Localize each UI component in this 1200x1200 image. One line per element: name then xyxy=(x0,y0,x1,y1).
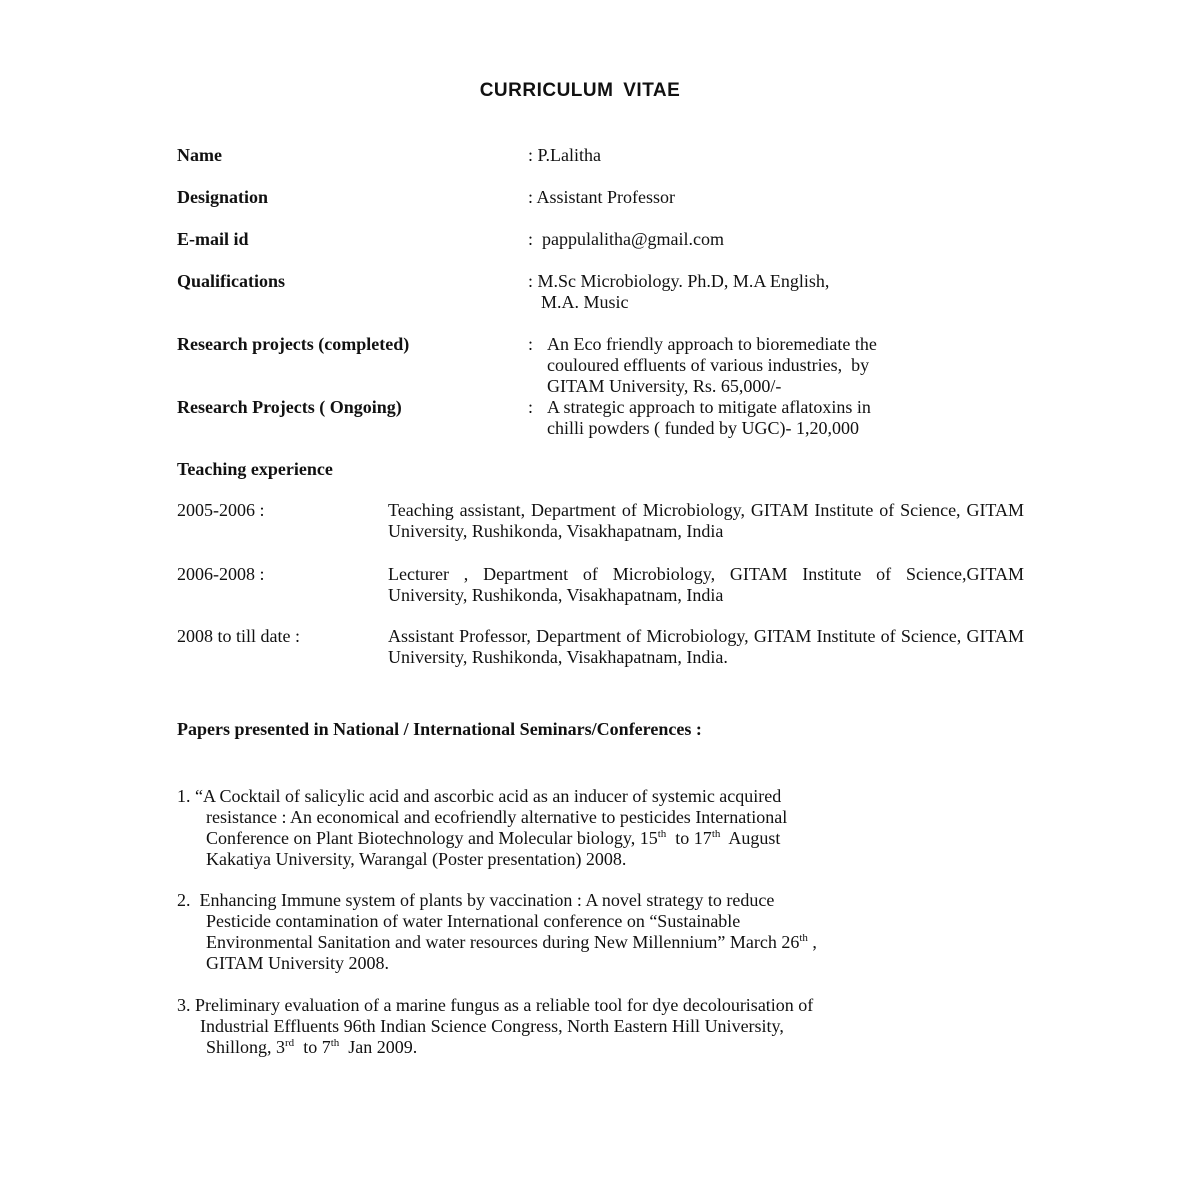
teaching-heading: Teaching experience xyxy=(177,459,333,479)
research-completed-label: Research projects (completed) xyxy=(177,334,410,354)
teaching-period-2: 2006-2008 : xyxy=(177,564,265,584)
research-ongoing-label: Research Projects ( Ongoing) xyxy=(177,397,402,417)
teaching-description-3: Assistant Professor, Department of Microbiology, GITAM Institute of Science, GITAM University, Rushikonda, Visakhapatnam, India. xyxy=(388,626,1024,667)
paper-3-line-3: Shillong, 3rd to 7th Jan 2009. xyxy=(206,1037,418,1057)
qualifications-line-2: M.A. Music xyxy=(541,292,629,312)
teaching-period-1: 2005-2006 : xyxy=(177,500,265,520)
teaching-description-1: Teaching assistant, Department of Microbiology, GITAM Institute of Science, GITAM University, Rushikonda, Visakhapatnam, India xyxy=(388,500,1024,541)
paper-1-line-3: Conference on Plant Biotechnology and Molecular biology, 15th to 17th August xyxy=(206,828,781,848)
paper-2-line-4: GITAM University 2008. xyxy=(206,953,390,973)
email-label: E-mail id xyxy=(177,229,249,249)
paper-1-line-2: resistance : An economical and ecofriendly alternative to pesticides International xyxy=(206,807,788,827)
research-ongoing-colon: : xyxy=(528,397,534,417)
paper-2-line-2: Pesticide contamination of water International conference on “Sustainable xyxy=(206,911,741,931)
research-completed-line-2: couloured effluents of various industries, by xyxy=(547,355,870,375)
research-completed-line-3: GITAM University, Rs. 65,000/- xyxy=(547,376,782,396)
paper-3-line-1: 3. Preliminary evaluation of a marine fungus as a reliable tool for dye decolourisation of xyxy=(177,995,814,1015)
email-value: : pappulalitha@gmail.com xyxy=(528,229,725,249)
designation-label: Designation xyxy=(177,187,269,207)
teaching-description-2: Lecturer , Department of Microbiology, GITAM Institute of Science,GITAM University, Rushikonda, Visakhapatnam, India xyxy=(388,564,1024,605)
paper-3-line-2: Industrial Effluents 96th Indian Science Congress, North Eastern Hill University, xyxy=(200,1016,784,1036)
research-completed-colon: : xyxy=(528,334,534,354)
research-ongoing-line-1: A strategic approach to mitigate aflatoxins in xyxy=(547,397,871,417)
qualifications-label: Qualifications xyxy=(177,271,286,291)
name-label: Name xyxy=(177,145,222,165)
paper-1-line-1: 1. “A Cocktail of salicylic acid and ascorbic acid as an inducer of systemic acquired xyxy=(177,786,782,806)
qualifications-line-1: : M.Sc Microbiology. Ph.D, M.A English, xyxy=(528,271,830,291)
teaching-period-3: 2008 to till date : xyxy=(177,626,300,646)
name-value: : P.Lalitha xyxy=(528,145,601,165)
papers-heading: Papers presented in National / International Seminars/Conferences : xyxy=(177,719,702,739)
research-completed-line-1: An Eco friendly approach to bioremediate the xyxy=(547,334,877,354)
paper-2-line-1: 2. Enhancing Immune system of plants by vaccination : A novel strategy to reduce xyxy=(177,890,775,910)
document-title: CURRICULUM VITAE xyxy=(479,80,681,101)
paper-2-line-3: Environmental Sanitation and water resources during New Millennium” March 26th , xyxy=(206,932,817,952)
paper-1-line-4: Kakatiya University, Warangal (Poster presentation) 2008. xyxy=(206,849,627,869)
designation-value: : Assistant Professor xyxy=(528,187,676,207)
research-ongoing-line-2: chilli powders ( funded by UGC)- 1,20,000 xyxy=(547,418,859,438)
